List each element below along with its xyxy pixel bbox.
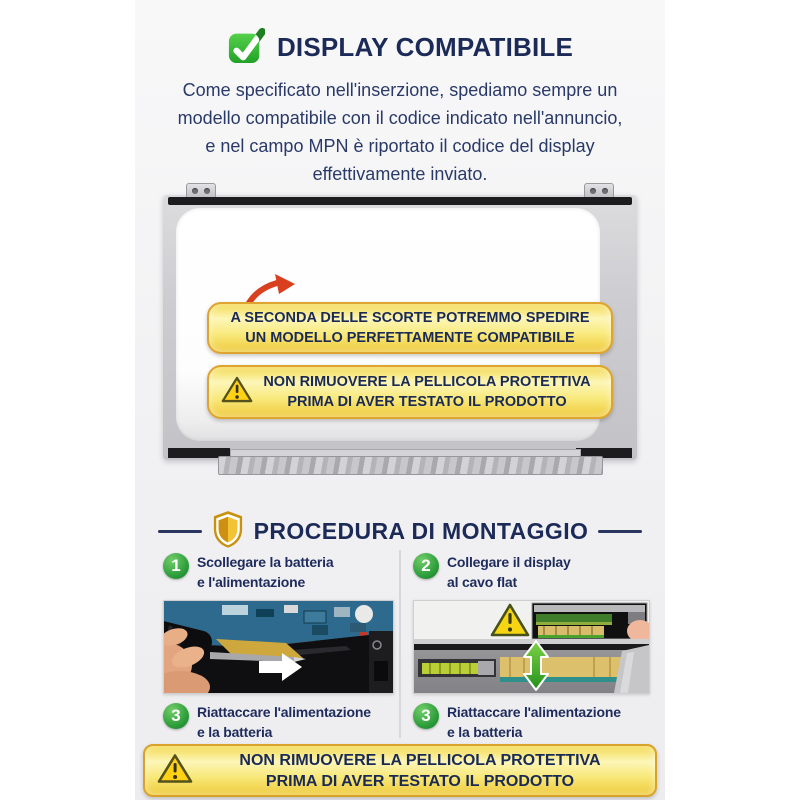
procedure-title: PROCEDURA DI MONTAGGIO <box>253 518 589 544</box>
step-text-line: e la batteria <box>447 724 523 740</box>
footer-warning-line: NON RIMUOVERE LA PELLICOLA PROTETTIVA <box>239 751 601 769</box>
step-number-badge: 3 <box>413 703 439 729</box>
step-3-left <box>163 702 371 742</box>
step-3-right <box>413 702 621 742</box>
warning-triangle-icon <box>221 375 253 409</box>
step-number-badge: 1 <box>163 553 189 579</box>
step-text-line: Riattaccare l'alimentazione <box>197 704 371 720</box>
green-check-badge-icon <box>227 26 265 69</box>
intro-line: Come specificato nell'inserzione, spediamo sempre un <box>182 80 618 100</box>
heading-rule-right <box>598 530 642 533</box>
step-text-line: al cavo flat <box>447 574 517 590</box>
step-text-line: Scollegare la batteria <box>197 554 334 570</box>
footer-warning-banner <box>143 744 657 797</box>
film-warning-line: NON RIMUOVERE LA PELLICOLA PROTETTIVA <box>263 374 591 390</box>
intro-paragraph <box>135 76 665 188</box>
header <box>135 26 665 69</box>
step-number-badge: 3 <box>163 703 189 729</box>
heading-rule-left <box>158 530 202 533</box>
step-2-photo <box>413 600 650 694</box>
film-warning-line: PRIMA DI AVER TESTATO IL PRODOTTO <box>287 394 567 410</box>
lcd-panel-image <box>163 195 637 460</box>
stock-notice-label <box>207 302 613 354</box>
intro-line: effettivamente inviato. <box>312 164 488 184</box>
gold-shield-icon <box>212 510 244 553</box>
intro-line: modello compatibile con il codice indicato nell'annuncio, <box>177 108 623 128</box>
page-title: DISPLAY COMPATIBILE <box>276 32 574 62</box>
step-1-photo <box>163 600 394 694</box>
column-divider <box>399 550 401 738</box>
procedure-heading <box>135 510 665 553</box>
footer-warning-line: PRIMA DI AVER TESTATO IL PRODOTTO <box>265 772 575 790</box>
step-number-badge: 2 <box>413 553 439 579</box>
step-text-line: e l'alimentazione <box>197 574 306 590</box>
step-text-line: Collegare il display <box>447 554 571 570</box>
step-text-line: Riattaccare l'alimentazione <box>447 704 621 720</box>
warning-triangle-icon <box>157 752 193 790</box>
film-warning-label <box>207 365 613 419</box>
stock-notice-line: UN MODELLO PERFETTAMENTE COMPATIBILE <box>245 330 575 346</box>
intro-line: e nel campo MPN è riportato il codice del display <box>205 136 595 156</box>
panel-foil-strip <box>218 456 603 475</box>
stock-notice-line: A SECONDA DELLE SCORTE POTREMMO SPEDIRE <box>230 310 590 326</box>
panel-top-edge <box>168 197 632 205</box>
step-1 <box>163 552 333 592</box>
step-text-line: e la batteria <box>197 724 273 740</box>
content-column <box>135 0 665 800</box>
step-2 <box>413 552 571 592</box>
